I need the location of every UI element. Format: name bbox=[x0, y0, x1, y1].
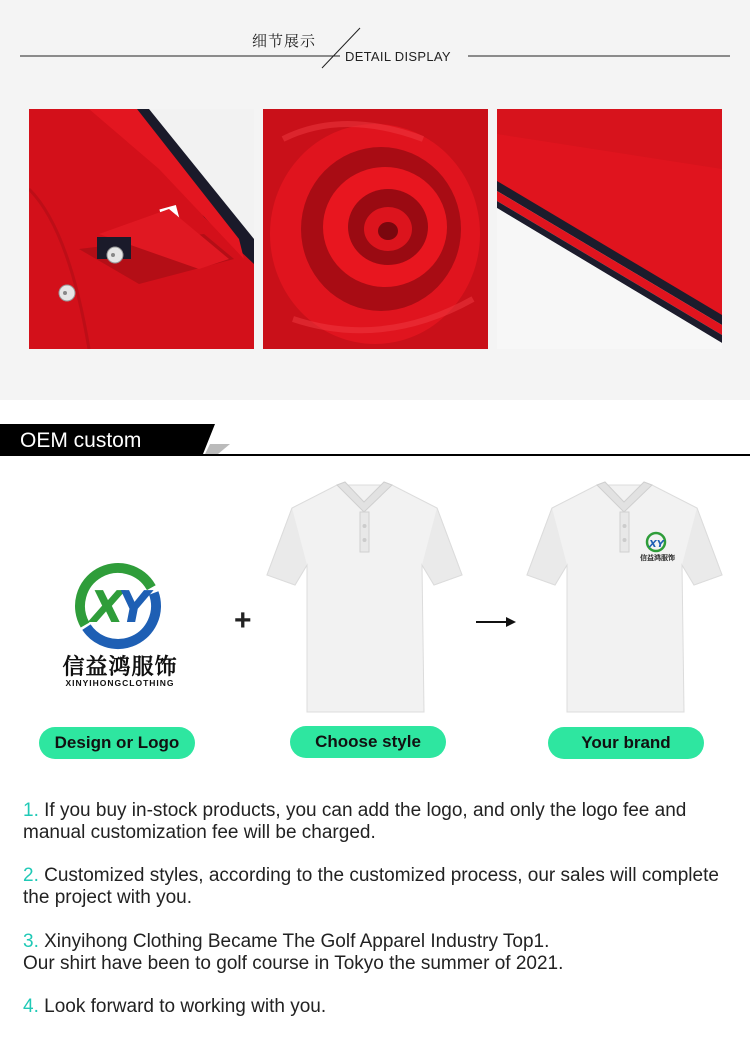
svg-text:Y: Y bbox=[118, 582, 150, 633]
logo-text-en: XINYIHONGCLOTHING bbox=[65, 678, 175, 688]
svg-text:X: X bbox=[90, 582, 124, 633]
detail-header-lines bbox=[0, 0, 750, 80]
shirt-logo-text: 信益鸿服饰 bbox=[640, 554, 675, 562]
info-number: 2. bbox=[23, 865, 39, 886]
oem-title: OEM custom bbox=[20, 429, 142, 452]
info-text: Customized styles, according to the customized process, our sales will complete the project with you. bbox=[23, 865, 719, 908]
detail-title-cn: 细节展示 bbox=[252, 32, 317, 50]
info-item-3 bbox=[23, 931, 738, 975]
info-text-line2: Our shirt have been to golf course in Tokyo the summer of 2021. bbox=[23, 953, 564, 974]
branded-polo-shirt bbox=[522, 480, 727, 720]
info-text: Look forward to working with you. bbox=[38, 996, 327, 1017]
oem-banner bbox=[0, 424, 750, 458]
detail-section bbox=[0, 0, 750, 400]
plain-polo-shirt bbox=[262, 480, 467, 720]
brand-logo bbox=[50, 562, 190, 692]
choose-style-button[interactable]: Choose style bbox=[290, 726, 446, 758]
right-arrow-icon bbox=[476, 612, 516, 632]
info-number: 1. bbox=[23, 800, 39, 821]
plus-icon: + bbox=[234, 604, 252, 637]
info-item-2 bbox=[23, 865, 738, 909]
design-or-logo-button[interactable]: Design or Logo bbox=[39, 727, 195, 759]
brand-logo-mark bbox=[50, 562, 190, 652]
info-number: 4. bbox=[23, 996, 39, 1017]
logo-text-cn: 信益鸿服饰 bbox=[62, 655, 178, 680]
detail-header bbox=[0, 0, 750, 80]
detail-title-en: DETAIL DISPLAY bbox=[345, 49, 451, 64]
info-number: 3. bbox=[23, 931, 39, 952]
info-item-1 bbox=[23, 800, 738, 844]
svg-text:XY: XY bbox=[649, 539, 664, 550]
info-item-4 bbox=[23, 996, 738, 1018]
your-brand-button[interactable]: Your brand bbox=[548, 727, 704, 759]
hem-trim-photo bbox=[497, 109, 722, 349]
info-text: If you buy in-stock products, you can add the logo, and only the logo fee and manual customization fee will be charged. bbox=[23, 800, 687, 843]
fabric-texture-photo bbox=[263, 109, 488, 349]
info-text: Xinyihong Clothing Became The Golf Apparel Industry Top1. bbox=[38, 931, 550, 952]
collar-detail-photo bbox=[29, 109, 254, 349]
